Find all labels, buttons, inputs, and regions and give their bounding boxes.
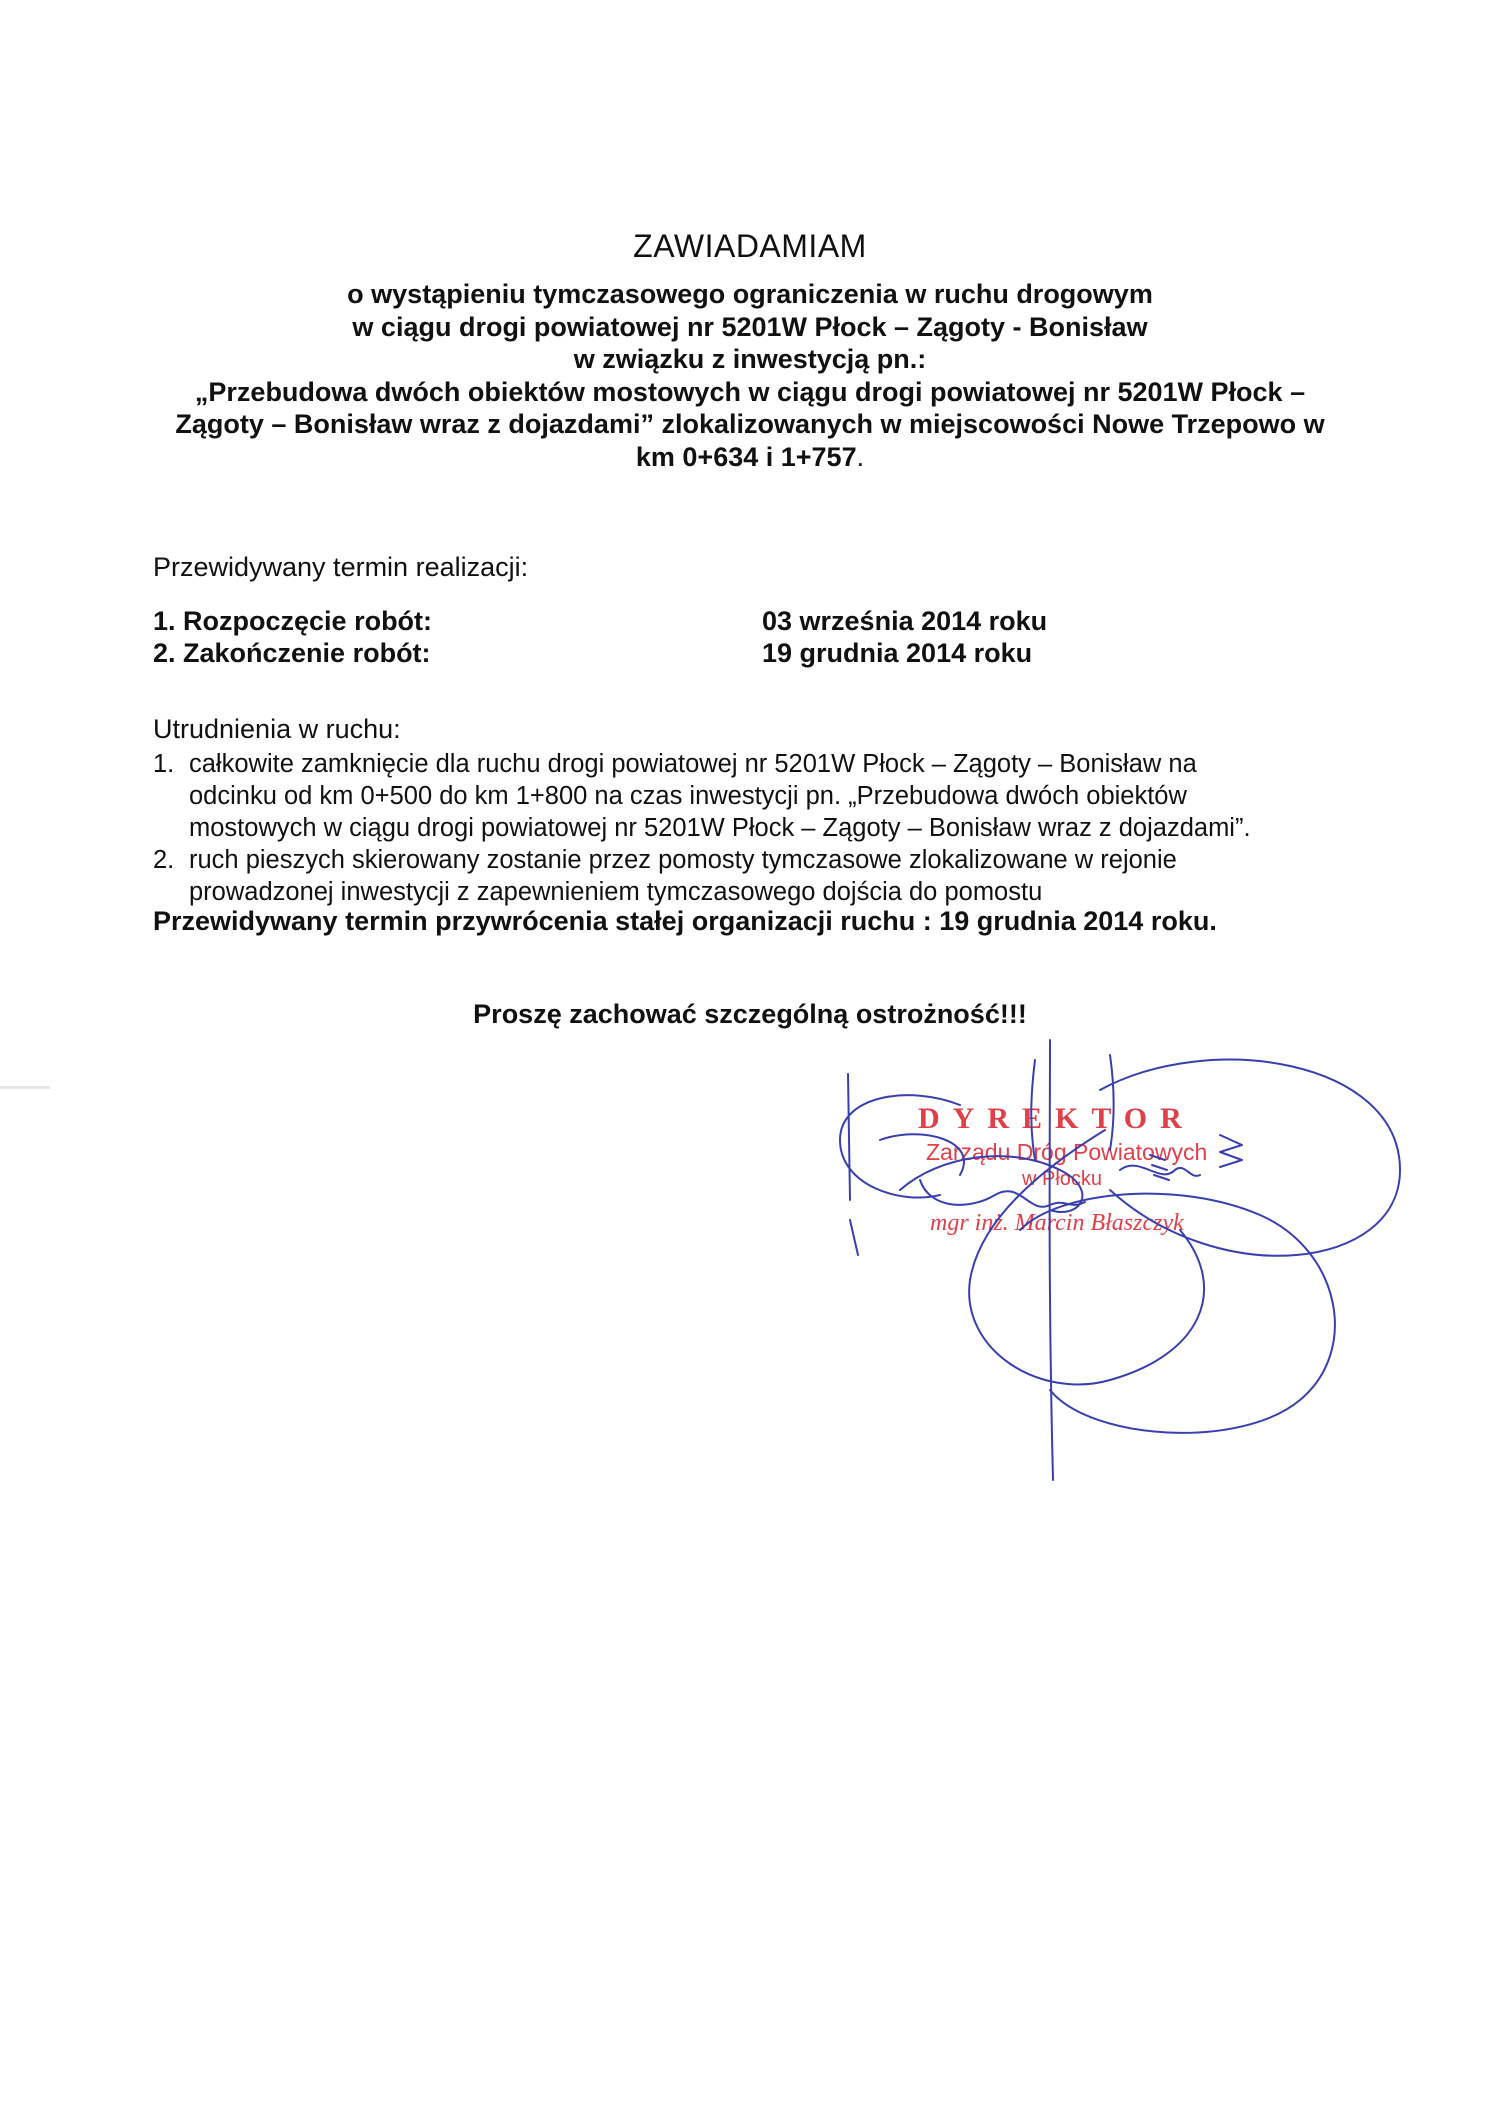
caution-note: Proszę zachować szczególną ostrożność!!! [473, 999, 1027, 1029]
list-item-line: odcinku od km 0+500 do km 1+800 na czas inwestycji pn. „Przebudowa dwóch obiektów [189, 782, 1187, 810]
list-item-line: całkowite zamknięcie dla ruchu drogi powiatowej nr 5201W Płock – Zągoty – Bonisław na [189, 750, 1197, 778]
list-item-number: 1. [153, 750, 175, 778]
schedule-end-date: 19 grudnia 2014 roku [762, 638, 1033, 668]
list-item-line: prowadzonej inwestycji z zapewnieniem tymczasowego dojścia do pomostu [189, 878, 1043, 906]
document-title: ZAWIADAMIAM [633, 228, 867, 264]
subject-line-4: „Przebudowa dwóch obiektów mostowych w ciągu drogi powiatowej nr 5201W Płock – [194, 376, 1306, 407]
list-item-text [189, 844, 1383, 908]
scan-margin-mark [0, 1086, 50, 1089]
list-item-text [189, 748, 1383, 844]
subject-line-2: w ciągu drogi powiatowej nr 5201W Płock – Zągoty - Bonisław [352, 311, 1148, 342]
stamp-org-line-1: Zarządu Dróg Powiatowych [926, 1139, 1208, 1165]
list-item-number: 2. [153, 846, 175, 874]
list-item [153, 844, 1383, 908]
term-heading: Przewidywany termin realizacji: [153, 552, 529, 582]
difficulties-list [153, 748, 1383, 908]
subject-line-3: w związku z inwestycją pn.: [573, 344, 927, 374]
notice-subject [150, 278, 1350, 473]
schedule-start-label: 1. Rozpoczęcie robót: [153, 606, 433, 636]
subject-line-6-end: . [856, 441, 865, 472]
schedule-end-label: 2. Zakończenie robót: [153, 638, 431, 668]
subject-line-6 [150, 441, 1350, 474]
list-item-line: mostowych w ciągu drogi powiatowej nr 5201W Płock – Zągoty – Bonisław wraz z dojazdami”. [189, 814, 1251, 842]
stamp-name: mgr inż. Marcin Błaszczyk [930, 1210, 1184, 1236]
schedule-start-date: 03 września 2014 roku [762, 606, 1048, 636]
subject-line-6-text: km 0+634 i 1+757 [635, 441, 857, 472]
stamp-org-line-2: w Płocku [1022, 1168, 1103, 1190]
list-item [153, 748, 1383, 844]
restore-date-note: Przewidywany termin przywrócenia stałej organizacji ruchu : 19 grudnia 2014 roku. [153, 906, 1217, 936]
subject-line-1: o wystąpieniu tymczasowego ograniczenia w ruchu drogowym [347, 279, 1153, 309]
subject-line-5: Zągoty – Bonisław wraz z dojazdami” zlokalizowanych w miejscowości Nowe Trzepowo w [175, 409, 1325, 439]
list-item-line: ruch pieszych skierowany zostanie przez pomosty tymczasowe zlokalizowane w rejonie [189, 846, 1177, 874]
signature-stamp-area [780, 1030, 1430, 1500]
difficulties-heading: Utrudnienia w ruchu: [153, 714, 401, 744]
stamp-title: DYREKTOR [918, 1102, 1195, 1135]
